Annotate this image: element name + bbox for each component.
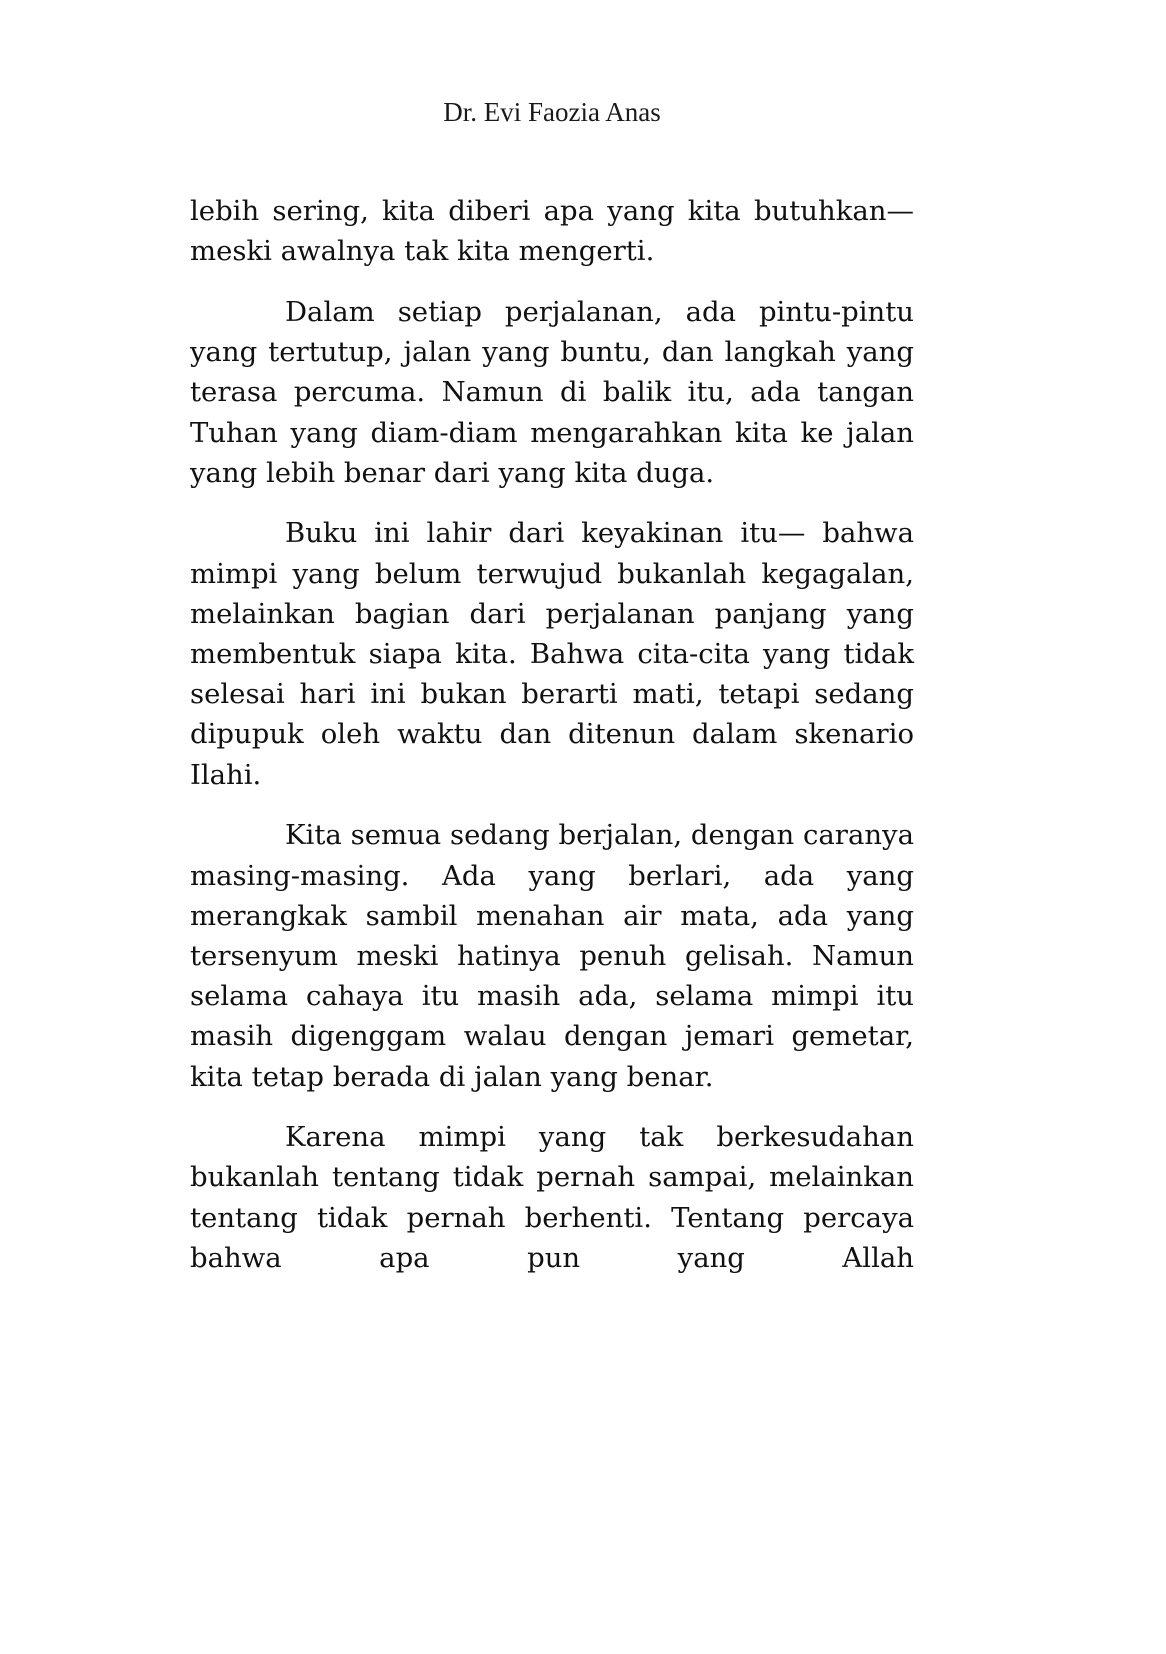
- paragraph-continued: lebih sering, kita diberi apa yang kita butuhkan— meski awalnya tak kita mengerti.: [190, 195, 914, 268]
- paragraph-last: Karena mimpi yang tak berkesudahan bukanlah tentang tidak pernah sampai, melainkan tentang tidak pernah berhenti. Tentang percaya bahwa apa pun yang Allah: [190, 1121, 914, 1274]
- paragraph: Kita semua sedang berjalan, dengan caranya masing-masing. Ada yang berlari, ada yang merangkak sambil menahan air mata, ada yang tersenyum meski hatinya penuh gelisah. Namun selama cahaya itu masih ada, selama mimpi itu masih digenggam walau dengan jemari gemetar, kita tetap berada di jalan yang benar.: [190, 819, 914, 1093]
- body-text: [190, 191, 914, 1299]
- paragraph: Buku ini lahir dari keyakinan itu— bahwa mimpi yang belum terwujud bukanlah kegagalan, melainkan bagian dari perjalanan panjang yang membentuk siapa kita. Bahwa cita-cita yang tidak selesai hari ini bukan berarti mati, tetapi sedang dipupuk oleh waktu dan ditenun dalam skenario Ilahi.: [190, 517, 914, 791]
- paragraph: Dalam setiap perjalanan, ada pintu-pintu yang tertutup, jalan yang buntu, dan langkah yang terasa percuma. Namun di balik itu, ada tangan Tuhan yang diam-diam mengarahkan kita ke jalan yang lebih benar dari yang kita duga.: [190, 295, 914, 489]
- running-header-author: Dr. Evi Faozia Anas: [443, 97, 661, 127]
